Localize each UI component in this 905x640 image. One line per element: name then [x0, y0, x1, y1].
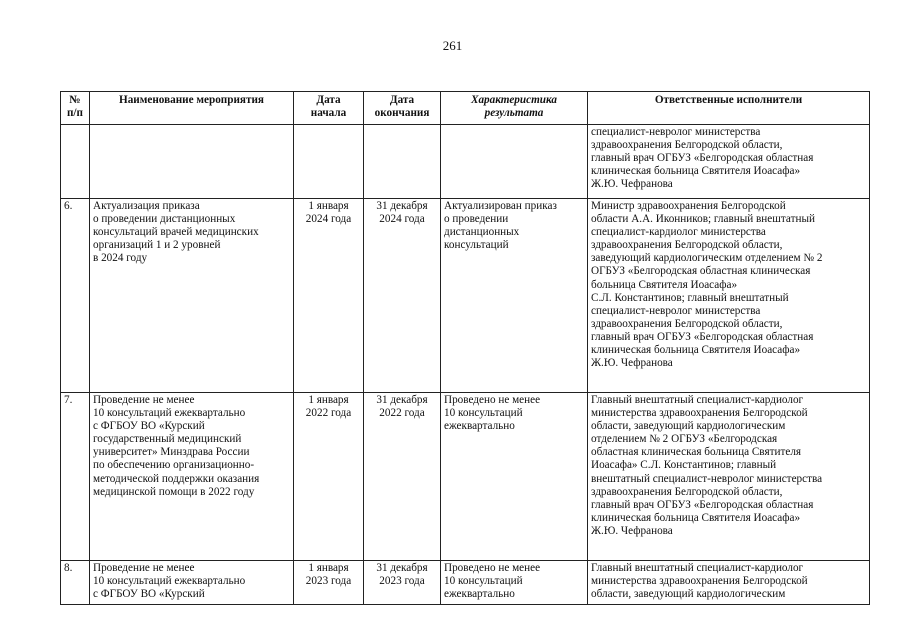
row-responsible: Министр здравоохранения Белгородской области А.А. Иконников; главный внештатный специалист-кардиолог министерства здравоохранения Белгородской области, заведующий кардиологическим отделением № 2 ОГБУЗ «Белгородская областная клиническая больница Святителя Иоасафа» С.Л. Константинов; главный внештатный специалист-невролог министерства здравоохранения Белгородской области, главный врач ОГБУЗ «Белгородская областная клиническая больница Святителя Иоасафа» Ж.Ю. Чефранова	[588, 199, 870, 393]
row-start-date: 1 января 2023 года	[294, 561, 364, 605]
row-number: 7.	[61, 393, 90, 561]
header-responsible: Ответственные исполнители	[588, 92, 870, 125]
header-number: № п/п	[61, 92, 90, 125]
header-result: Характеристика результата	[441, 92, 588, 125]
row-event-name: Актуализация приказа о проведении дистанционных консультаций врачей медицинских организаций 1 и 2 уровней в 2024 году	[90, 199, 294, 393]
row-result	[441, 125, 588, 199]
table-row	[61, 125, 870, 199]
row-end-date: 31 декабря 2022 года	[364, 393, 441, 561]
row-event-name: Проведение не менее 10 консультаций ежеквартально с ФГБОУ ВО «Курский государственный медицинский университет» Минздрава России по обеспечению организационно- методической поддержки оказания медицинской помощи в 2022 году	[90, 393, 294, 561]
row-event-name: Проведение не менее 10 консультаций ежеквартально с ФГБОУ ВО «Курский	[90, 561, 294, 605]
table-row	[61, 561, 870, 605]
header-event-name: Наименование мероприятия	[90, 92, 294, 125]
row-number	[61, 125, 90, 199]
row-end-date: 31 декабря 2024 года	[364, 199, 441, 393]
row-end-date: 31 декабря 2023 года	[364, 561, 441, 605]
row-responsible: Главный внештатный специалист-кардиолог министерства здравоохранения Белгородской области, заведующий кардиологическим отделением № 2 ОГБУЗ «Белгородская областная клиническая больница Святителя Иоасафа» С.Л. Константинов; главный внештатный специалист-невролог министерства здравоохранения Белгородской области, главный врач ОГБУЗ «Белгородская областная клиническая больница Святителя Иоасафа» Ж.Ю. Чефранова	[588, 393, 870, 561]
header-start-date: Дата начала	[294, 92, 364, 125]
table-row	[61, 393, 870, 561]
row-result: Проведено не менее 10 консультаций ежеквартально	[441, 561, 588, 605]
row-end-date	[364, 125, 441, 199]
table-row	[61, 199, 870, 393]
row-responsible: специалист-невролог министерства здравоохранения Белгородской области, главный врач ОГБУЗ «Белгородская областная клиническая больница Святителя Иоасафа» Ж.Ю. Чефранова	[588, 125, 870, 199]
row-start-date: 1 января 2024 года	[294, 199, 364, 393]
row-number: 6.	[61, 199, 90, 393]
page-number: 261	[442, 38, 463, 53]
row-start-date: 1 января 2022 года	[294, 393, 364, 561]
row-start-date	[294, 125, 364, 199]
row-number: 8.	[61, 561, 90, 605]
events-table	[60, 91, 870, 605]
row-result: Актуализирован приказ о проведении дистанционных консультаций	[441, 199, 588, 393]
row-event-name	[90, 125, 294, 199]
row-responsible: Главный внештатный специалист-кардиолог министерства здравоохранения Белгородской области, заведующий кардиологическим	[588, 561, 870, 605]
row-result: Проведено не менее 10 консультаций ежеквартально	[441, 393, 588, 561]
table-header-row	[61, 92, 870, 125]
header-end-date: Дата окончания	[364, 92, 441, 125]
